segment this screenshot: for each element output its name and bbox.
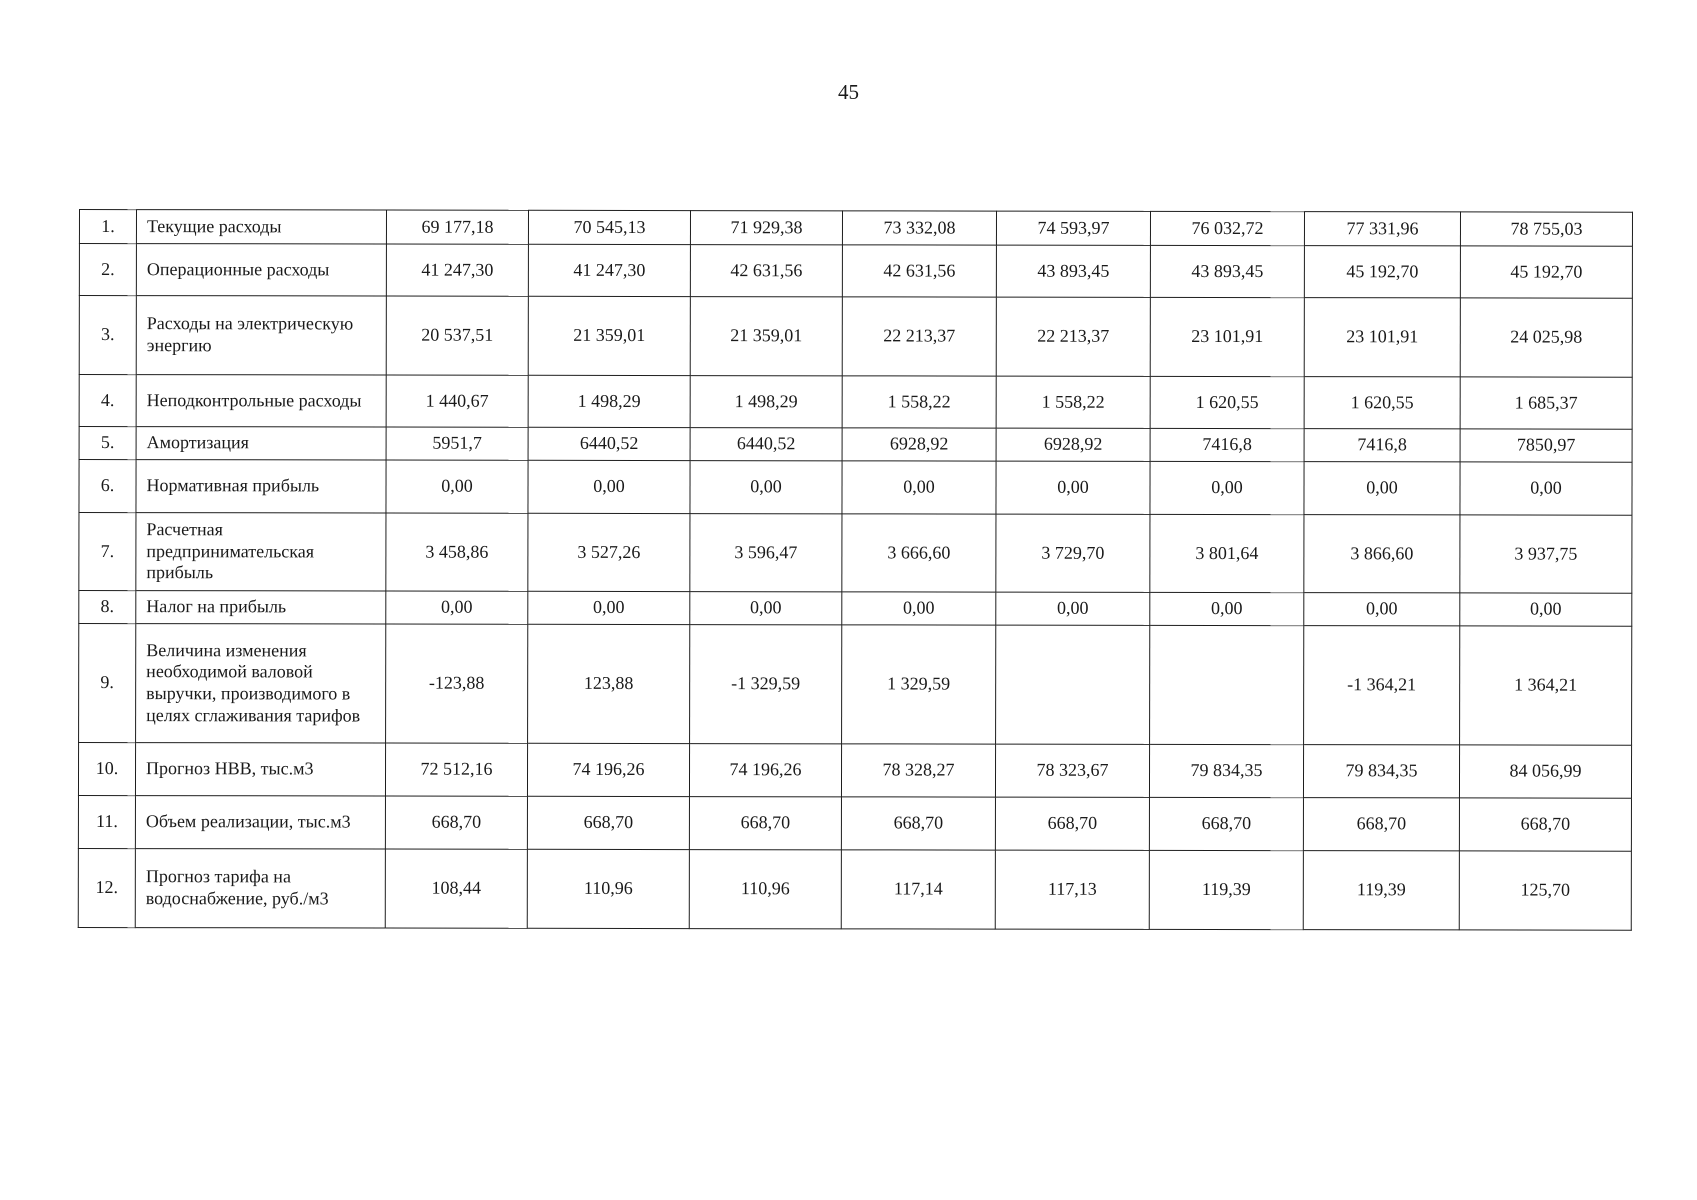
value-cell: 79 834,35 (1149, 744, 1303, 797)
value-cell: 119,39 (1303, 851, 1459, 930)
value-cell: 3 527,26 (528, 513, 690, 591)
value-cell: 1 558,22 (996, 376, 1150, 428)
value-cell: 78 323,67 (995, 744, 1149, 797)
value-cell: 6440,52 (528, 427, 690, 460)
value-cell: 0,00 (1460, 593, 1632, 626)
value-cell: 22 213,37 (842, 297, 996, 376)
row-label: Расходы на электрическую энергию (136, 296, 386, 375)
value-cell: -123,88 (386, 624, 528, 743)
value-cell: 3 866,60 (1304, 515, 1460, 593)
value-cell: 668,70 (1149, 797, 1303, 850)
value-cell: 71 929,38 (690, 211, 842, 245)
value-cell: 668,70 (527, 796, 689, 849)
value-cell: -1 329,59 (690, 625, 842, 744)
table-row (79, 460, 1632, 516)
row-number: 11. (78, 796, 135, 849)
value-cell: 117,13 (995, 850, 1149, 929)
value-cell: 1 440,67 (386, 375, 528, 427)
value-cell: 1 620,55 (1304, 377, 1460, 429)
value-cell: 0,00 (690, 592, 842, 625)
row-number: 6. (79, 460, 136, 513)
value-cell: 77 331,96 (1304, 212, 1460, 246)
value-cell: 20 537,51 (386, 296, 528, 375)
tariff-forecast-table (78, 209, 1633, 931)
value-cell: 1 498,29 (690, 376, 842, 428)
value-cell: 0,00 (528, 591, 690, 624)
row-number: 8. (79, 591, 136, 624)
value-cell: 668,70 (995, 797, 1149, 850)
value-cell: 0,00 (386, 460, 528, 513)
value-cell: 0,00 (1304, 462, 1460, 515)
value-cell: 5951,7 (386, 427, 528, 460)
row-number: 5. (79, 427, 136, 460)
value-cell: 668,70 (689, 797, 841, 850)
value-cell: 84 056,99 (1459, 745, 1631, 798)
value-cell: 73 332,08 (842, 211, 996, 245)
row-number: 10. (78, 743, 135, 796)
value-cell: 668,70 (385, 796, 527, 849)
value-cell: 108,44 (385, 849, 527, 928)
value-cell: 7416,8 (1150, 428, 1304, 461)
value-cell: 668,70 (1303, 798, 1459, 851)
page-number: 45 (838, 80, 859, 104)
value-cell: 23 101,91 (1150, 297, 1304, 376)
value-cell: 72 512,16 (385, 743, 527, 796)
row-label: Неподконтрольные расходы (136, 375, 386, 427)
value-cell: 123,88 (528, 624, 690, 743)
value-cell: 1 329,59 (842, 625, 996, 744)
value-cell: 74 196,26 (527, 743, 689, 796)
value-cell: 117,14 (841, 850, 995, 929)
value-cell: 3 729,70 (996, 514, 1150, 592)
value-cell: 0,00 (996, 461, 1150, 514)
value-cell: 119,39 (1149, 850, 1303, 929)
value-cell: 74 593,97 (996, 211, 1150, 245)
row-number: 9. (79, 624, 136, 743)
value-cell: 76 032,72 (1150, 211, 1304, 245)
value-cell: 43 893,45 (996, 245, 1150, 297)
value-cell: 79 834,35 (1303, 745, 1459, 798)
value-cell: 0,00 (386, 591, 528, 624)
value-cell: 24 025,98 (1460, 298, 1632, 377)
value-cell: 21 359,01 (690, 297, 842, 376)
value-cell: 3 458,86 (386, 513, 528, 591)
row-label: Нормативная прибыль (136, 460, 386, 513)
value-cell: 45 192,70 (1460, 246, 1632, 298)
row-number: 2. (79, 244, 136, 296)
value-cell: 22 213,37 (996, 297, 1150, 376)
row-label: Налог на прибыль (136, 591, 386, 624)
value-cell: 41 247,30 (528, 244, 690, 296)
value-cell: 1 620,55 (1150, 376, 1304, 428)
value-cell: 3 937,75 (1460, 515, 1632, 593)
row-label: Прогноз НВВ, тыс.м3 (135, 743, 385, 796)
value-cell: 70 545,13 (528, 210, 690, 244)
value-cell: 42 631,56 (842, 245, 996, 297)
value-cell: 0,00 (1150, 592, 1304, 625)
value-cell: 41 247,30 (386, 244, 528, 296)
row-label: Прогноз тарифа на водоснабжение, руб./м3 (135, 849, 385, 928)
value-cell: 7850,97 (1460, 429, 1632, 462)
value-cell: 6928,92 (996, 428, 1150, 461)
table-body (78, 210, 1632, 931)
value-cell: 668,70 (1459, 798, 1631, 851)
value-cell: 110,96 (527, 849, 689, 928)
table-row (79, 210, 1632, 247)
table-row (79, 427, 1632, 463)
value-cell: 1 685,37 (1460, 377, 1632, 429)
value-cell: 43 893,45 (1150, 245, 1304, 297)
value-cell: 0,00 (996, 592, 1150, 625)
row-label: Амортизация (136, 427, 386, 460)
value-cell: 78 328,27 (841, 744, 995, 797)
value-cell: 3 666,60 (842, 514, 996, 592)
value-cell: 0,00 (1460, 462, 1632, 515)
table-row (79, 296, 1632, 378)
value-cell: 23 101,91 (1304, 298, 1460, 377)
row-number: 1. (79, 210, 136, 244)
value-cell: 110,96 (689, 850, 841, 929)
value-cell: 0,00 (1304, 593, 1460, 626)
value-cell: 6928,92 (842, 428, 996, 461)
table-row (78, 743, 1631, 799)
value-cell: 78 755,03 (1460, 212, 1632, 246)
value-cell: 1 364,21 (1460, 626, 1632, 745)
row-label: Расчетная предпринимательская прибыль (136, 513, 386, 591)
row-number: 4. (79, 375, 136, 427)
table-row (78, 796, 1631, 852)
value-cell: 0,00 (528, 460, 690, 513)
row-label: Величина изменения необходимой валовой выручки, производимого в целях сглаживания тарифов (136, 624, 386, 743)
row-number: 3. (79, 296, 136, 375)
value-cell: -1 364,21 (1304, 626, 1460, 745)
value-cell: 42 631,56 (690, 245, 842, 297)
value-cell (996, 625, 1150, 744)
table-row (79, 513, 1632, 594)
value-cell: 0,00 (690, 461, 842, 514)
value-cell: 21 359,01 (528, 296, 690, 375)
table-row (79, 375, 1632, 430)
value-cell: 69 177,18 (386, 210, 528, 244)
value-cell (1150, 625, 1304, 744)
row-label: Операционные расходы (136, 244, 386, 296)
value-cell: 7416,8 (1304, 429, 1460, 462)
value-cell: 0,00 (842, 592, 996, 625)
value-cell: 0,00 (1150, 461, 1304, 514)
table-row (79, 624, 1632, 746)
value-cell: 6440,52 (690, 428, 842, 461)
row-label: Объем реализации, тыс.м3 (135, 796, 385, 849)
table-row (79, 591, 1632, 627)
table-row (78, 848, 1631, 930)
value-cell: 3 801,64 (1150, 514, 1304, 592)
value-cell: 45 192,70 (1304, 246, 1460, 298)
row-number: 12. (78, 848, 135, 927)
row-label: Текущие расходы (136, 210, 386, 244)
value-cell: 74 196,26 (689, 744, 841, 797)
table-row (79, 244, 1632, 299)
value-cell: 3 596,47 (690, 514, 842, 592)
value-cell: 1 498,29 (528, 375, 690, 427)
value-cell: 125,70 (1459, 851, 1631, 930)
value-cell: 1 558,22 (842, 376, 996, 428)
value-cell: 0,00 (842, 461, 996, 514)
value-cell: 668,70 (841, 797, 995, 850)
row-number: 7. (79, 513, 136, 591)
